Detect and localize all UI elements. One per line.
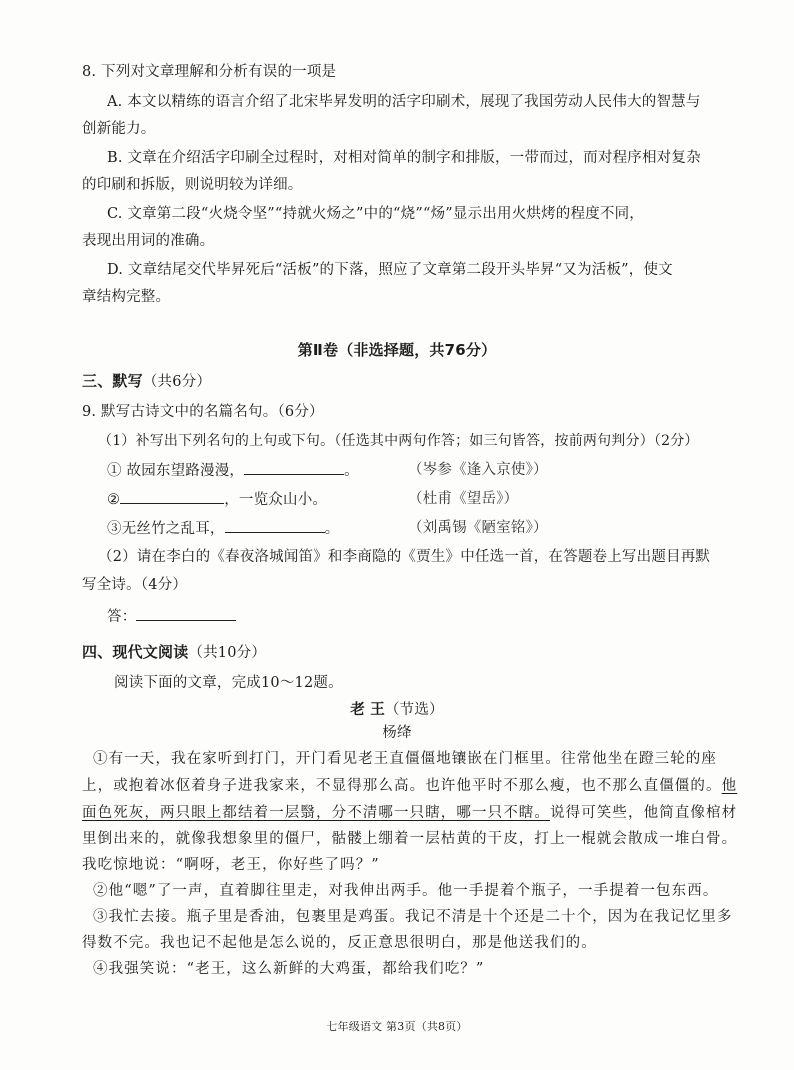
- fill-item-3: [107, 518, 339, 539]
- q8-option-d-line2: 章结构完整。: [82, 289, 171, 305]
- section3-header: [82, 371, 211, 392]
- fill-item-1: [107, 460, 359, 481]
- q8-option-c-line1: C. 文章第二段“火烧令坚”“持就火炀之”中的“烧”“炀”显示出用火烘烤的程度不同，: [107, 206, 644, 222]
- fill-item-1-text: ① 故园东望路漫漫，: [107, 463, 245, 479]
- essay-title-note: （节选）: [384, 702, 444, 718]
- page-footer: 七年级语文 第3页（共8页）: [326, 1020, 468, 1033]
- essay-p1-line4: 里倒出来的，就像我想象里的僵尸，骷髅上绷着一层枯黄的干皮，打上一棍就会散成一堆白骨。: [82, 831, 738, 847]
- fill-item-3-text: ③无丝竹之乱耳，: [107, 521, 225, 537]
- section4-points: （共10分）: [188, 645, 267, 661]
- answer-blank-2[interactable]: [120, 489, 224, 504]
- essay-p1-line3: [82, 803, 737, 823]
- q8-option-a-line1: A. 本文以精练的语言介绍了北宋毕昇发明的活字印刷术，展现了我国劳动人民伟大的智慧与: [107, 94, 701, 110]
- part2-title: 第Ⅱ卷（非选择题，共76分）: [297, 341, 497, 359]
- answer-blank-poem[interactable]: [136, 606, 236, 621]
- fill-item-1-end: 。: [344, 463, 359, 479]
- essay-p2: ②他“嗯”了一声，直着脚往里走，对我伸出两手。他一手提着个瓶子，一手提着一包东西。: [93, 883, 719, 899]
- q8-stem: 8. 下列对文章理解和分析有误的一项是: [82, 64, 337, 80]
- answer-label: 答：: [107, 609, 137, 625]
- essay-p1-line3-rest: 说得可笑些，他简直像棺材: [550, 805, 738, 821]
- fill-item-2-end: ，一览众山小。: [224, 492, 328, 508]
- q8-option-d-line1: D. 文章结尾交代毕昇死后“活板”的下落，照应了文章第二段开头毕昇“又为活板”，使文: [107, 262, 673, 278]
- answer-blank-1[interactable]: [244, 460, 344, 475]
- fill-item-3-source: （刘禹锡《陋室铭》）: [408, 520, 548, 536]
- section4-intro: 阅读下面的文章，完成10～12题。: [114, 675, 343, 691]
- answer-row: [107, 606, 236, 627]
- essay-author: 杨绛: [382, 725, 412, 741]
- section4-heading: 四、现代文阅读: [82, 643, 189, 661]
- fill-item-2: [107, 489, 327, 510]
- essay-title-row: [0, 700, 794, 720]
- essay-title: 老 王: [350, 702, 385, 718]
- section3-heading: 三、默写: [82, 372, 143, 390]
- q9-stem: 9. 默写古诗文中的名篇名句。（6分）: [82, 404, 324, 420]
- q8-option-c-line2: 表现出用词的准确。: [82, 233, 215, 249]
- q8-option-b-line1: B. 文章在介绍活字印刷全过程时，对相对简单的制字和排版，一带而过，而对程序相对复杂: [107, 150, 701, 166]
- section3-points: （共6分）: [142, 374, 212, 390]
- fill-item-1-source: （岑参《逢入京使》）: [408, 462, 548, 478]
- essay-p3-line2: 得数不完。我也记不起他是怎么说的，反正意思很明白，那是他送我们的。: [82, 935, 597, 951]
- essay-p1-line1: ①有一天，我在家听到打门，开门看见老王直僵僵地镶嵌在门框里。往常他坐在蹬三轮的座: [93, 751, 717, 767]
- answer-blank-3[interactable]: [225, 518, 325, 533]
- fill-item-3-end: 。: [324, 521, 340, 537]
- fill-item-2-text: ②: [107, 492, 121, 508]
- q8-option-a-line2: 创新能力。: [82, 121, 156, 137]
- essay-p3-line1: ③我忙去接。瓶子里是香油，包裹里是鸡蛋。我记不清是十个还是二十个，因为在我记忆里多: [93, 909, 733, 925]
- essay-p1-line2: [82, 776, 737, 796]
- q9-sub2-line1: （2）请在李白的《春夜洛城闻笛》和李商隐的《贾生》中任选一首，在答题卷上写出题目再默: [98, 549, 711, 565]
- essay-p1-line5: 我吃惊地说：“啊呀，老王，你好些了吗？”: [82, 857, 380, 873]
- essay-p1-line2-text: 上，或抱着冰伛着身子进我家来，不显得那么高。也许他平时不那么瘦，也不那么直僵僵的。: [82, 778, 722, 794]
- section4-header: [82, 642, 266, 663]
- q9-sub2-line2: 写全诗。（4分）: [82, 577, 188, 593]
- fill-item-2-source: （杜甫《望岳》）: [408, 491, 519, 507]
- underlined-sentence: 面色死灰，两只眼上都结着一层翳，分不清哪一只瞎，哪一只不瞎。: [82, 805, 550, 821]
- essay-p4: ④我强笑说：“老王，这么新鲜的大鸡蛋，都给我们吃？”: [93, 961, 485, 977]
- underlined-sentence-start: 他: [721, 778, 738, 794]
- q9-sub1: （1）补写出下列名句的上句或下句。（任选其中两句作答；如三句皆答，按前两句判分）（2分）: [98, 433, 699, 449]
- q8-option-b-line2: 的印刷和拆版，则说明较为详细。: [82, 177, 303, 193]
